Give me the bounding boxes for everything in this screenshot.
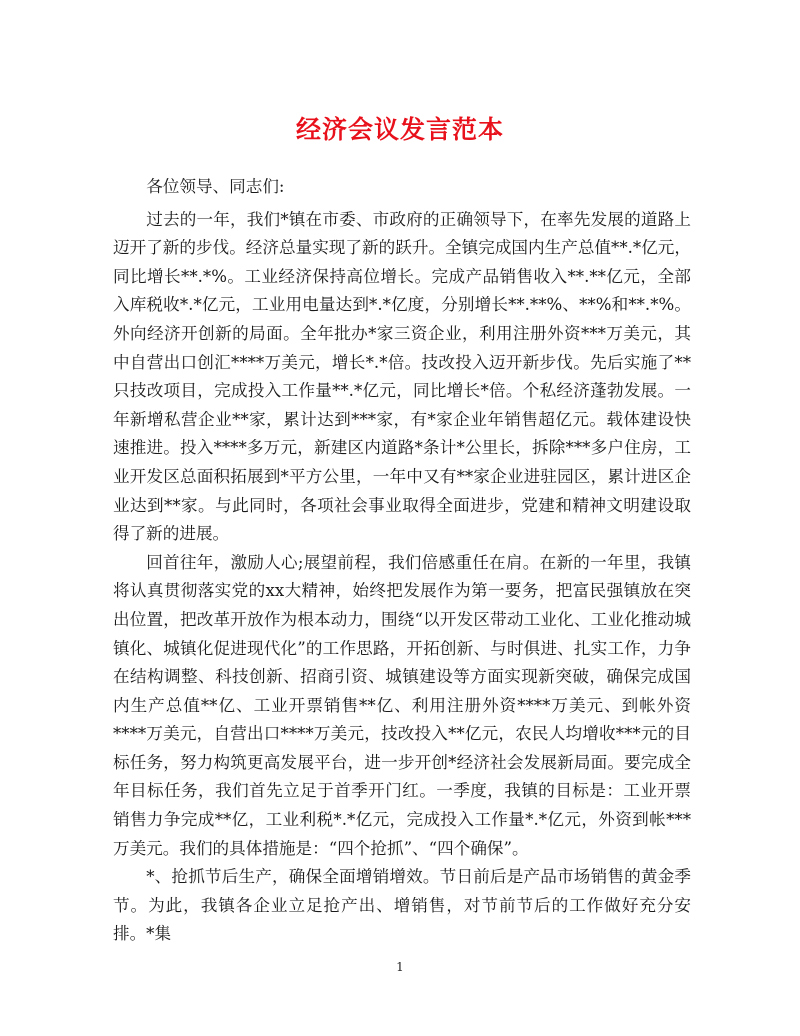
paragraph-1: 过去的一年，我们*镇在市委、市政府的正确领导下，在率先发展的道路上迈开了新的步伐。经济总量实现了新的跃升。全镇完成国内生产总值**.*亿元，同比增长**.*%。工业经济保持高位增长。完成产品销售收入**.**亿元，全部入库税收*.*亿元，工业用电量达到*.*亿度，分别增长**.**%、**%和**.*%。外向经济开创新的局面。全年批办*家三资企业，利用注册外资***万美元，其中自营出口创汇****万美元，增长*.*倍。技改投入迈开新步伐。先后实施了**只技改项目，完成投入工作量**.*亿元，同比增长*倍。个私经济蓬勃发展。一年新增私营企业**家，累计达到***家，有*家企业年销售超亿元。载体建设快速推进。投入****多万元，新建区内道路*条计*公里长，拆除***多户住房，工业开发区总面积拓展到*平方公里，一年中又有**家企业进驻园区，累计进区企业达到**家。与此同时，各项社会事业取得全面进步，党建和精神文明建设取得了新的进展。 — [113, 209, 691, 544]
paragraph-3: *、抢抓节后生产，确保全面增销增效。节日前后是产品市场销售的黄金季节。为此，我镇各企业立足抢产出、增销售，对节前节后的工作做好充分安排。*集 — [113, 867, 691, 944]
document-body — [113, 173, 691, 949]
document-title: 经济会议发言范本 — [295, 115, 504, 144]
page-number: 1 — [396, 960, 404, 974]
paragraph-2: 回首往年，激励人心;展望前程，我们倍感重任在肩。在新的一年里，我镇将认真贯彻落实党的xx大精神，始终把发展作为第一要务，把富民强镇放在突出位置，把改革开放作为根本动力，围绕“以开发区带动工业化、工业化推动城镇化、城镇化促进现代化”的工作思路，开拓创新、与时俱进、扎实工作，力争在结构调整、科技创新、招商引资、城镇建设等方面实现新突破，确保完成国内生产总值**亿、工业开票销售**亿、利用注册外资****万美元、到帐外资****万美元，自营出口****万美元，技改投入**亿元，农民人均增收***元的目标任务，努力构筑更高发展平台，进一步开创*经济社会发展新局面。要完成全年目标任务，我们首先立足于首季开门红。一季度，我镇的目标是：工业开票销售力争完成**亿，工业利税*.*亿元，完成投入工作量*.*亿元，外资到帐***万美元。我们的具体措施是：“四个抢抓”、“四个确保”。 — [113, 552, 691, 858]
salutation: 各位领导、同志们: — [146, 177, 285, 196]
